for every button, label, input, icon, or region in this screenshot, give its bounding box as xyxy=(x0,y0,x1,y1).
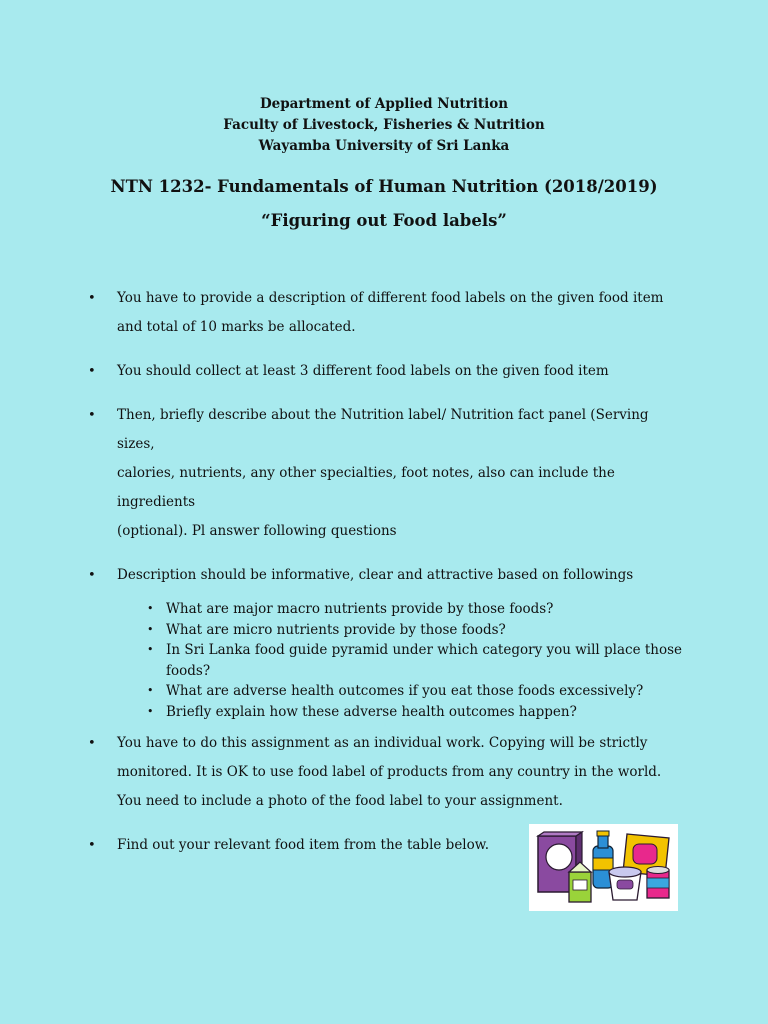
bullet-icon: • xyxy=(147,684,154,697)
food-items-illustration xyxy=(529,824,678,911)
bullet-icon: • xyxy=(147,704,154,718)
assignment-title: “Figuring out Food labels” xyxy=(261,211,507,230)
list-item-text: calories, nutrients, any other specialties, foot notes, also can include the ingredients xyxy=(117,465,615,510)
course-title: NTN 1232- Fundamentals of Human Nutrition (2018/2019) xyxy=(110,177,658,196)
list-item xyxy=(88,357,688,386)
list-item-text: You need to include a photo of the food label to your assignment. xyxy=(117,793,563,809)
bullet-icon: • xyxy=(88,736,96,751)
groceries-icon xyxy=(529,824,678,911)
list-item-text: Description should be informative, clear and attractive based on followings xyxy=(117,567,634,583)
instruction-list xyxy=(88,284,688,860)
list-item xyxy=(88,729,688,816)
bullet-icon: • xyxy=(88,291,96,306)
list-item-text: (optional). Pl answer following questions xyxy=(117,523,397,539)
bullet-icon: • xyxy=(88,408,96,423)
bullet-icon: • xyxy=(88,838,96,853)
question-item: • What are adverse health outcomes if you eat those foods excessively? xyxy=(147,681,688,702)
list-item-text: You have to provide a description of different food labels on the given food item xyxy=(117,290,664,306)
bullet-icon: • xyxy=(147,602,154,615)
document-title xyxy=(0,170,768,238)
list-item xyxy=(88,401,688,546)
department-name: Department of Applied Nutrition xyxy=(259,96,509,112)
bullet-icon: • xyxy=(147,643,154,656)
faculty-name: Faculty of Livestock, Fisheries & Nutrition xyxy=(223,117,545,133)
bullet-icon: • xyxy=(147,622,154,636)
bullet-icon: • xyxy=(88,364,96,379)
list-item-text: and total of 10 marks be allocated. xyxy=(117,319,356,335)
question-item: • In Sri Lanka food guide pyramid under which category you will place those foods? xyxy=(147,642,683,679)
bullet-icon: • xyxy=(88,568,96,583)
question-item: • Briefly explain how these adverse health outcomes happen? xyxy=(147,702,688,723)
question-list xyxy=(117,599,688,722)
list-item-text: Then, briefly describe about the Nutrition label/ Nutrition fact panel (Serving sizes, xyxy=(117,407,649,452)
document-header xyxy=(0,94,768,157)
question-item: • What are micro nutrients provide by those foods? xyxy=(147,620,688,641)
question-item: • What are major macro nutrients provide by those foods? xyxy=(147,599,688,620)
list-item-text: You should collect at least 3 different food labels on the given food item xyxy=(117,363,609,379)
list-item xyxy=(88,561,688,722)
list-item-text: monitored. It is OK to use food label of products from any country in the world. xyxy=(117,764,662,780)
list-item-text: Find out your relevant food item from the table below. xyxy=(117,837,489,853)
list-item xyxy=(88,284,688,342)
university-name: Wayamba University of Sri Lanka xyxy=(258,138,510,154)
list-item-text: You have to do this assignment as an individual work. Copying will be strictly xyxy=(117,735,648,751)
